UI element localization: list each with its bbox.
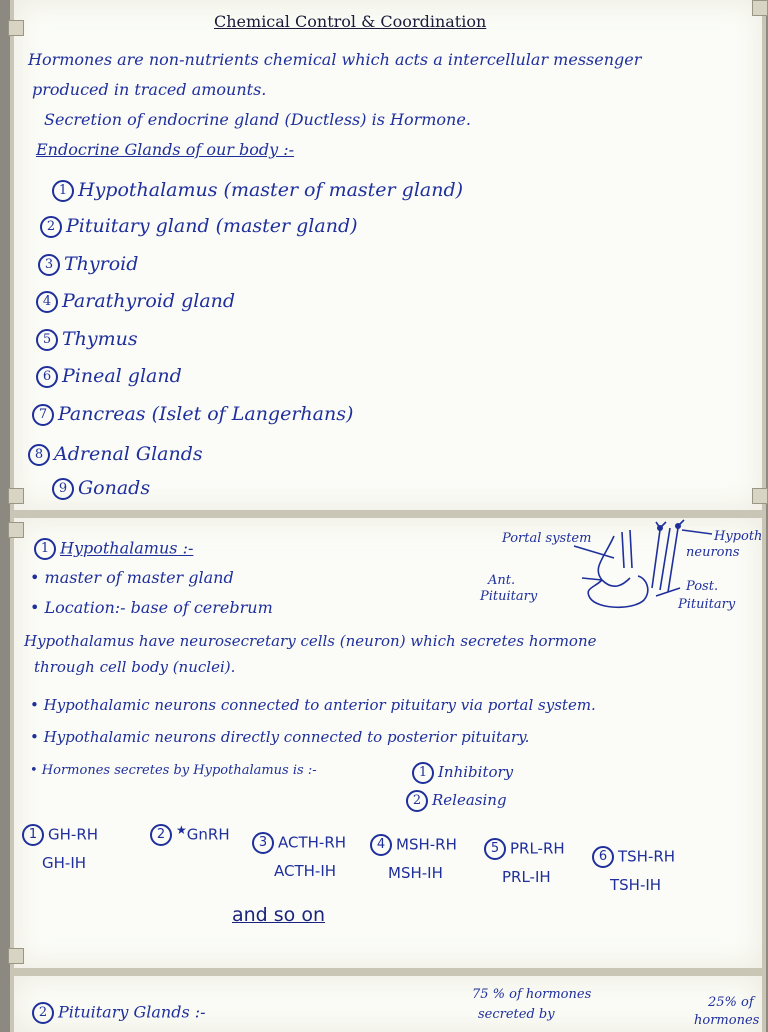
gland-item: 2 Pituitary gland (master gland): [40, 216, 358, 238]
board-clip: [8, 522, 24, 538]
gland-item: 3 Thyroid: [38, 254, 138, 276]
intro-line-1: Hormones are non-nutrients chemical which acts a intercellular messenger: [28, 50, 642, 69]
whiteboard-bottom: [10, 972, 766, 1032]
gland-item: 1 Hypothalamus (master of master gland): [52, 180, 463, 202]
gland-item: 8 Adrenal Glands: [28, 444, 203, 466]
label-post-pituitary: Pituitary: [678, 597, 736, 612]
whiteboard-top: [10, 0, 766, 514]
label-portal-system: Portal system: [502, 531, 592, 546]
board-clip: [8, 488, 24, 504]
bullet-posterior: • Hypothalamic neurons directly connected to posterior pituitary.: [30, 728, 530, 746]
hormone-pair: 1 GH-RH GH-IH: [22, 824, 98, 871]
hormone-pair: 3 ACTH-RH ACTH-IH: [252, 832, 346, 879]
bullet-hormones: • Hormones secretes by Hypothalamus is :-: [30, 763, 317, 778]
section-heading-pituitary: 2 Pituitary Glands :-: [32, 1002, 206, 1024]
type-inhibitory: 1 Inhibitory: [412, 762, 513, 784]
label-neurons: neurons: [686, 545, 740, 560]
note-secreted-by: secreted by: [478, 1007, 555, 1022]
type-releasing: 2 Releasing: [406, 790, 507, 812]
gland-item: 5 Thymus: [36, 329, 138, 351]
board-clip: [8, 948, 24, 964]
note-hormones: hormones: [694, 1013, 760, 1028]
section-heading-hypothalamus: 1 Hypothalamus :-: [34, 538, 193, 560]
board-clip: [752, 0, 768, 16]
star-icon: ★: [176, 822, 187, 837]
hormone-pair: 4 MSH-RH MSH-IH: [370, 834, 457, 881]
gland-item: 7 Pancreas (Islet of Langerhans): [32, 404, 353, 426]
board-clip: [752, 488, 768, 504]
gland-item: 6 Pineal gland: [36, 366, 182, 388]
bullet-anterior: • Hypothalamic neurons connected to anterior pituitary via portal system.: [30, 696, 596, 714]
note-75-percent: 75 % of hormones: [472, 987, 592, 1002]
note-25-percent: 25% of: [708, 995, 754, 1010]
gland-item: 4 Parathyroid gland: [36, 291, 235, 313]
hormone-pair: 5 PRL-RH PRL-IH: [484, 838, 565, 885]
intro-line-3: Secretion of endocrine gland (Ductless) is Hormone.: [44, 110, 471, 129]
para-cell-body: through cell body (nuclei).: [34, 658, 236, 676]
hormone-pair: 6 TSH-RH TSH-IH: [592, 846, 675, 893]
label-ant-pituitary: Pituitary: [480, 589, 538, 604]
intro-line-2: produced in traced amounts.: [32, 80, 267, 99]
bullet-master: • master of master gland: [30, 568, 234, 587]
label-hypothalamus: Hypoth: [714, 529, 763, 544]
and-so-on: and so on: [232, 904, 326, 926]
label-post: Post.: [686, 579, 719, 594]
board-clip: [8, 20, 24, 36]
gland-item: 9 Gonads: [52, 478, 150, 500]
bullet-location: • Location:- base of cerebrum: [30, 598, 273, 617]
para-neurosecretory: Hypothalamus have neurosecretary cells (neuron) which secretes hormone: [24, 632, 597, 650]
hormone-pair: 2 ★GnRH: [150, 824, 230, 846]
glands-heading: Endocrine Glands of our body :-: [36, 140, 295, 159]
label-ant: Ant.: [488, 573, 516, 588]
whiteboard-middle: [10, 514, 766, 972]
page-title: Chemical Control & Coordination: [214, 12, 487, 31]
